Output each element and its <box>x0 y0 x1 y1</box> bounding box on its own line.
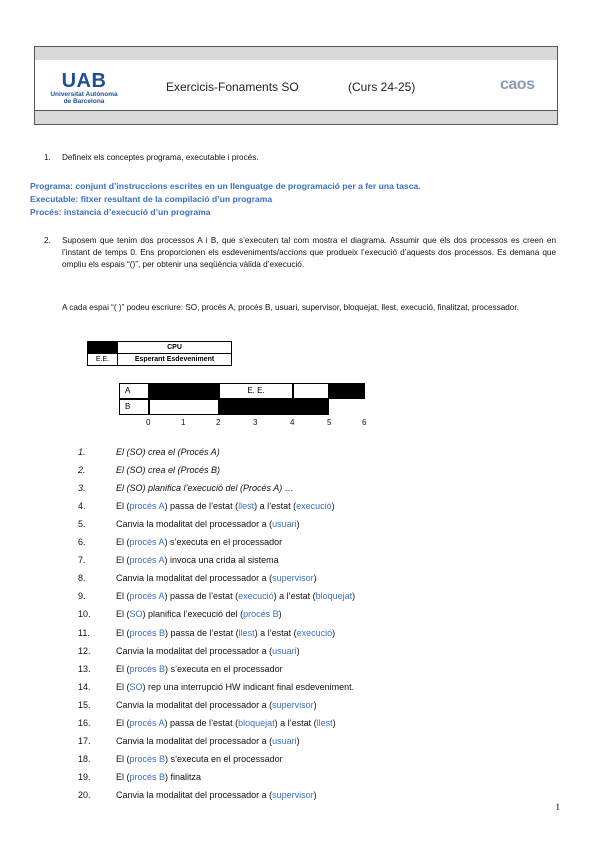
step-number: 7. <box>78 555 86 566</box>
step-answer: procés B <box>129 663 166 674</box>
step-answer: procés B <box>129 771 166 782</box>
timeline-a-cpu-0-2 <box>149 383 219 399</box>
step-text-segment: El ( <box>116 537 130 548</box>
step-answer: execució <box>238 591 274 602</box>
step-text <box>116 700 317 710</box>
document-title: Exercicis-Fonaments SO <box>166 80 299 94</box>
q1-answer-executable: Executable: fitxer resultant de la compilació d’un programa <box>30 194 273 204</box>
legend-black-swatch <box>88 342 118 354</box>
q2-note: A cada espai “( )” podeu escriure: SO, procés A, procés B, usuari, supervisor, bloquejat, llest, execució, finalitzat, processador. <box>62 303 519 312</box>
step-answer: procés A <box>129 591 165 602</box>
timeline-a-ee-2-4: E. E. <box>219 383 293 399</box>
step-number: 10. <box>78 609 91 620</box>
uab-logo-line1: Universitat Autònoma <box>50 91 118 98</box>
timeline-a-ready-4-5 <box>293 383 329 399</box>
timeline-b-cpu-2-5 <box>219 399 329 415</box>
step-answer: procés B <box>129 753 166 764</box>
timeline-tick-0: 0 <box>146 418 151 427</box>
step-text-segment: El (SO) crea el (Procés B) <box>116 465 221 476</box>
step-number: 6. <box>78 537 86 548</box>
step-answer: procés A <box>129 555 165 566</box>
step-answer: procés A <box>129 717 165 728</box>
step-number: 13. <box>78 663 91 674</box>
course-label: (Curs 24-25) <box>348 80 416 94</box>
step-answer: llest <box>316 717 333 728</box>
step-text-segment: ) <box>296 519 300 530</box>
step-text-segment: Canvia la modalitat del processador a ( <box>116 735 273 746</box>
timeline-tick-2: 2 <box>216 418 221 427</box>
step-text-segment: ) passa de l’estat ( <box>164 591 239 602</box>
step-number: 15. <box>78 699 91 710</box>
step-text-segment: ) <box>331 501 335 512</box>
step-text-segment: El ( <box>116 753 130 764</box>
step-text-segment: Canvia la modalitat del processador a ( <box>116 645 273 656</box>
step-text <box>116 628 335 638</box>
step-text-segment: ) s’executa en el processador <box>164 537 283 548</box>
step-text-segment: ) a l’estat ( <box>254 501 297 512</box>
step-text <box>116 519 300 529</box>
step-text-segment: ) <box>278 609 282 620</box>
step-text-segment: ) s’executa en el processador <box>165 753 283 764</box>
timeline-row-a <box>119 383 367 399</box>
step-text-segment: El ( <box>116 609 130 620</box>
step-text-segment: El ( <box>116 663 130 674</box>
step-answer: llest <box>238 627 255 638</box>
step-answer: execució <box>296 627 333 638</box>
legend-table <box>87 341 232 366</box>
timeline-tick-4: 4 <box>290 418 295 427</box>
step-text <box>116 754 283 764</box>
step-text <box>116 609 282 619</box>
step-text-segment: El ( <box>116 771 130 782</box>
step-number: 9. <box>78 591 86 602</box>
step-number: 5. <box>78 519 86 530</box>
header-bottom-strip <box>34 110 558 125</box>
step-text <box>116 573 317 583</box>
uab-logo <box>44 71 124 105</box>
step-number: 3. <box>78 483 86 494</box>
step-text-segment: ) finalitza <box>165 771 202 782</box>
step-text-segment: Canvia la modalitat del processador a ( <box>116 789 273 800</box>
uab-logo-line2: de Barcelona <box>63 98 105 105</box>
step-number: 8. <box>78 573 86 584</box>
step-text-segment: ) s’executa en el processador <box>165 663 283 674</box>
timeline-tick-1: 1 <box>181 418 186 427</box>
step-text <box>116 555 279 565</box>
step-number: 1. <box>78 447 86 457</box>
step-text <box>116 718 336 728</box>
q2-number: 2. <box>44 236 51 245</box>
step-text-segment: El ( <box>116 555 130 566</box>
uab-logo-text: UAB <box>61 70 107 92</box>
q1-answer-proces: Procés: instancia d’execució d’un programa <box>30 207 211 217</box>
step-number: 16. <box>78 717 91 728</box>
step-number: 19. <box>78 771 91 782</box>
step-number: 12. <box>78 645 91 656</box>
step-answer: bloquejat <box>315 591 353 602</box>
step-text-segment: ) <box>296 645 300 656</box>
step-number: 17. <box>78 735 91 746</box>
step-text-segment: El ( <box>116 501 130 512</box>
timeline-row-b-label: B <box>119 399 149 415</box>
step-number: 20. <box>78 789 91 800</box>
step-text-segment: El (SO) planifica l’execució del (Procés A) … <box>116 483 294 494</box>
step-text-segment: El ( <box>116 591 130 602</box>
step-text <box>116 537 282 547</box>
step-text-segment: Canvia la modalitat del processador a ( <box>116 573 273 584</box>
step-text <box>116 790 317 800</box>
step-text-segment: ) a l’estat ( <box>273 591 316 602</box>
step-text-segment: ) <box>296 735 300 746</box>
step-answer: SO <box>129 681 143 692</box>
step-number: 14. <box>78 681 91 692</box>
timeline-tick-6: 6 <box>362 418 367 427</box>
step-text <box>116 736 300 746</box>
step-text-segment: ) <box>332 717 336 728</box>
timeline-tick-5: 5 <box>327 418 332 427</box>
page-number: 1 <box>555 802 560 812</box>
step-text-segment: ) <box>313 789 317 800</box>
step-text <box>116 465 220 475</box>
step-text-segment: ) a l’estat ( <box>274 717 317 728</box>
step-text-segment: ) passa de l’estat ( <box>164 501 239 512</box>
step-text-segment: ) rep una interrupció HW indicant final esdeveniment. <box>142 681 355 692</box>
step-answer: execució <box>296 501 332 512</box>
step-text-segment: ) <box>313 699 317 710</box>
step-number: 18. <box>78 753 91 764</box>
timeline-a-cpu-5-6 <box>329 383 365 399</box>
step-answer: supervisor <box>272 789 314 800</box>
step-text-segment: ) <box>313 573 317 584</box>
step-text-segment: ) planifica l’execució del ( <box>142 609 244 620</box>
step-answer: bloquejat <box>238 717 275 728</box>
step-number: 4. <box>78 501 86 512</box>
legend-cpu-label: CPU <box>118 342 232 354</box>
step-number: 11. <box>78 627 90 638</box>
timeline-row-a-label: A <box>119 383 149 399</box>
legend-ee-description: Esperant Esdeveniment <box>118 354 232 366</box>
legend-ee-label: E.E. <box>88 354 118 366</box>
step-text-segment: ) <box>332 627 336 638</box>
step-text <box>116 664 283 674</box>
step-text <box>116 682 354 692</box>
step-text <box>116 772 201 782</box>
header-top-strip <box>34 46 558 61</box>
step-text-segment: ) <box>352 591 356 602</box>
step-text-segment: ) passa de l’estat ( <box>165 627 239 638</box>
step-answer: procés B <box>129 627 166 638</box>
step-answer: usuari <box>272 645 297 656</box>
timeline-b-ready-0-2 <box>149 399 219 415</box>
q1-answer-programa: Programa: conjunt d’instruccions escrites en un llenguatge de programació per a fer una tasca. <box>30 181 421 191</box>
q1-number: 1. <box>44 153 51 162</box>
step-answer: procés A <box>129 501 165 512</box>
step-answer: usuari <box>272 735 297 746</box>
q2-text: Suposem que tenim dos processos A i B, que s’executen tal com mostra el diagrama. Assumir que els dos processos es creen en l’instant de temps 0. Ens proporcionen els esdeveniments/accions que produeix l’execució d’aquests dos processos. Es demana que ompliu els espais “()”, per obtenir una seqüència vàlida d’execució. <box>62 236 556 269</box>
step-text <box>116 501 335 511</box>
step-answer: SO <box>129 609 143 620</box>
step-answer: supervisor <box>272 573 314 584</box>
timeline-row-b <box>119 399 367 415</box>
step-text-segment: El (SO) crea el (Procés A) <box>116 447 220 457</box>
step-text-segment: Canvia la modalitat del processador a ( <box>116 519 273 530</box>
caos-logo: caos <box>500 76 535 93</box>
step-text-segment: El ( <box>116 681 130 692</box>
step-text-segment: ) passa de l’estat ( <box>164 717 239 728</box>
step-answer: supervisor <box>272 699 314 710</box>
q1-text: Defineix els conceptes programa, executable i procés. <box>62 153 259 162</box>
timeline-tick-3: 3 <box>253 418 258 427</box>
step-text <box>116 591 355 601</box>
step-answer: procés B <box>243 609 279 620</box>
step-text-segment: Canvia la modalitat del processador a ( <box>116 699 273 710</box>
step-answer: usuari <box>272 519 297 530</box>
step-text-segment: El ( <box>116 627 130 638</box>
step-answer: procés A <box>129 537 165 548</box>
step-text <box>116 646 300 656</box>
step-number: 2. <box>78 465 86 476</box>
step-text <box>116 483 294 493</box>
step-text-segment: El ( <box>116 717 130 728</box>
step-text-segment: ) invoca una crida al sistema <box>164 555 279 566</box>
step-answer: llest <box>238 501 255 512</box>
step-text <box>116 447 220 457</box>
step-text-segment: ) a l’estat ( <box>254 627 297 638</box>
